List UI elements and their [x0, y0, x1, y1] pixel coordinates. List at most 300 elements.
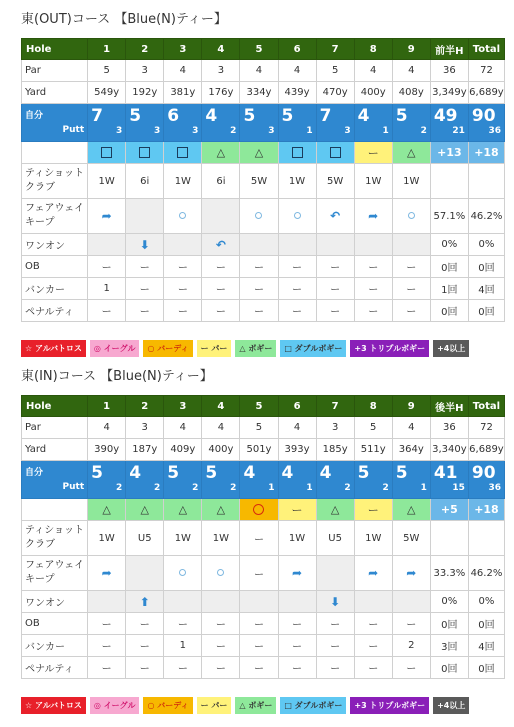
penalty-value: ー	[316, 657, 354, 679]
par-value: 4	[278, 60, 316, 82]
yard-value: 6,689y	[468, 439, 504, 461]
penalty-value: ー	[392, 300, 430, 322]
one-on-row	[22, 591, 505, 613]
result-total: +13	[430, 142, 468, 164]
stroke-count: 5	[395, 463, 408, 483]
hole-score	[468, 104, 504, 142]
putt-count: 2	[382, 483, 389, 493]
result-label	[22, 499, 88, 521]
tee-club: 5W	[316, 164, 354, 199]
bogey-icon: △	[178, 503, 188, 516]
yard-row	[22, 82, 505, 104]
putt-count: 2	[154, 483, 161, 493]
result-cell	[164, 142, 202, 164]
double-bogey-icon	[139, 147, 150, 158]
right-arrow-icon: ➦	[101, 209, 112, 223]
putt-count: 2	[230, 126, 237, 136]
fairway-cell	[354, 556, 392, 591]
tee-club	[430, 521, 468, 556]
stroke-count: 4	[357, 106, 370, 126]
putt-count: 3	[154, 126, 161, 136]
ob-value: ー	[278, 613, 316, 635]
stroke-count: 7	[319, 106, 332, 126]
fairway-cell: ー	[240, 556, 278, 591]
result-cell	[278, 499, 316, 521]
bogey-icon: △	[330, 503, 340, 516]
left-arrow-icon: ↶	[215, 237, 226, 252]
hole-score	[164, 104, 202, 142]
par-value: 4	[354, 60, 392, 82]
tee-club: 1W	[164, 521, 202, 556]
tee-shot-label: ティショット クラブ	[22, 521, 88, 556]
yard-value: 470y	[316, 82, 354, 104]
yard-label: Yard	[22, 82, 88, 104]
bogey-icon: △	[216, 146, 226, 159]
right-arrow-icon: ➦	[406, 566, 417, 580]
fairway-label: フェアウェイ キープ	[22, 199, 88, 234]
score-label-cell	[22, 104, 88, 142]
stroke-count: 4	[205, 106, 218, 126]
putt-count: 1	[306, 126, 313, 136]
tee-club: 1W	[88, 521, 126, 556]
fairway-cell	[202, 556, 240, 591]
course-title: 東(IN)コース 【Blue(N)ティー】	[21, 369, 213, 384]
scorecard-page	[0, 12, 514, 714]
penalty-label: ペナルティ	[22, 657, 88, 679]
result-row	[22, 499, 505, 521]
par-value: 4	[202, 417, 240, 439]
hole-column-header: 3	[164, 39, 202, 60]
hole-column-header: 8	[354, 39, 392, 60]
hole-score	[88, 461, 126, 499]
result-total: +18	[468, 142, 504, 164]
par-value: 72	[468, 60, 504, 82]
result-cell	[202, 142, 240, 164]
yard-value: 439y	[278, 82, 316, 104]
hole-score	[240, 461, 278, 499]
par-value: 36	[430, 60, 468, 82]
one-on-cell	[392, 591, 430, 613]
bunker-row	[22, 635, 505, 657]
stroke-count: 5	[205, 463, 218, 483]
ob-label: OB	[22, 256, 88, 278]
tee-club: 1W	[164, 164, 202, 199]
result-cell	[164, 499, 202, 521]
bunker-value: ー	[278, 635, 316, 657]
yard-value: 176y	[202, 82, 240, 104]
hole-score	[392, 104, 430, 142]
penalty-value: 0回	[430, 300, 468, 322]
par-icon: ー	[367, 146, 379, 160]
bunker-label: バンカー	[22, 278, 88, 300]
yard-value: 408y	[392, 82, 430, 104]
ob-value: ー	[88, 256, 126, 278]
stroke-count: 6	[167, 106, 180, 126]
one-on-label: ワンオン	[22, 591, 88, 613]
yard-value: 393y	[278, 439, 316, 461]
hole-column-header: 9	[392, 39, 430, 60]
penalty-value: ー	[164, 300, 202, 322]
legend-chip: □ ダブルボギー	[280, 340, 346, 357]
bogey-icon: △	[140, 503, 149, 516]
fairway-hit-icon	[294, 212, 301, 219]
bunker-value: ー	[316, 278, 354, 300]
ob-value: ー	[88, 613, 126, 635]
one-on-cell	[316, 591, 354, 613]
yard-value: 334y	[240, 82, 278, 104]
hole-score	[126, 104, 164, 142]
ob-value: 0回	[430, 256, 468, 278]
double-bogey-icon	[292, 147, 303, 158]
legend-chip: ー パー	[197, 340, 232, 357]
penalty-value: 0回	[468, 657, 504, 679]
hole-header: Hole	[22, 396, 88, 417]
hole-column-header: 4	[202, 39, 240, 60]
one-on-cell	[202, 591, 240, 613]
tee-club: ー	[240, 521, 278, 556]
hole-column-header: 8	[354, 396, 392, 417]
up-arrow-icon: ⬆	[139, 594, 150, 609]
result-legend	[21, 340, 514, 357]
legend-chip: △ ボギー	[235, 697, 276, 714]
putt-count: 1	[306, 483, 313, 493]
ob-value: ー	[316, 613, 354, 635]
bunker-value: ー	[202, 635, 240, 657]
hole-column-header: 7	[316, 39, 354, 60]
penalty-value: ー	[278, 300, 316, 322]
bunker-value: 4回	[468, 635, 504, 657]
score-label-cell	[22, 461, 88, 499]
ob-value: 0回	[468, 256, 504, 278]
fairway-cell	[126, 199, 164, 234]
one-on-cell	[392, 234, 430, 256]
fairway-row	[22, 556, 505, 591]
fairway-cell: 33.3%	[430, 556, 468, 591]
hole-score	[316, 461, 354, 499]
par-value: 5	[354, 417, 392, 439]
result-cell	[240, 142, 278, 164]
one-on-cell: 0%	[468, 234, 504, 256]
fairway-cell	[88, 556, 126, 591]
fairway-cell: 57.1%	[430, 199, 468, 234]
hole-column-header: 6	[278, 39, 316, 60]
ob-value: ー	[126, 613, 164, 635]
par-value: 72	[468, 417, 504, 439]
yard-value: 390y	[88, 439, 126, 461]
tee-club	[430, 164, 468, 199]
hole-score	[278, 104, 316, 142]
yard-value: 409y	[164, 439, 202, 461]
score-label: 自分	[25, 111, 44, 121]
yard-row	[22, 439, 505, 461]
hole-score	[202, 461, 240, 499]
putt-count: 2	[230, 483, 237, 493]
bogey-icon: △	[216, 503, 226, 516]
legend-chip: ☆ アルバトロス	[21, 340, 86, 357]
yard-value: 381y	[164, 82, 202, 104]
fairway-cell	[278, 556, 316, 591]
hole-column-header: 前半H	[430, 39, 468, 60]
hole-column-header: 3	[164, 396, 202, 417]
one-on-cell	[164, 591, 202, 613]
tee-shot-row	[22, 521, 505, 556]
bunker-value: ー	[202, 278, 240, 300]
penalty-value: ー	[392, 657, 430, 679]
hole-score	[126, 461, 164, 499]
putt-count: 15	[452, 483, 465, 493]
bogey-icon: △	[407, 146, 416, 159]
penalty-value: ー	[240, 300, 278, 322]
penalty-value: ー	[164, 657, 202, 679]
par-row	[22, 417, 505, 439]
bunker-value: 1	[164, 635, 202, 657]
par-value: 3	[202, 60, 240, 82]
yard-value: 400y	[202, 439, 240, 461]
par-value: 4	[278, 417, 316, 439]
bogey-icon: △	[254, 146, 264, 159]
fairway-cell	[354, 199, 392, 234]
tee-club: 1W	[278, 164, 316, 199]
par-value: 4	[240, 60, 278, 82]
hole-column-header: 5	[240, 396, 278, 417]
hole-score	[202, 104, 240, 142]
tee-club	[468, 164, 504, 199]
one-on-cell	[202, 234, 240, 256]
yard-value: 400y	[354, 82, 392, 104]
tee-club: 1W	[392, 164, 430, 199]
ob-value: 0回	[430, 613, 468, 635]
stroke-count: 5	[129, 106, 142, 126]
yard-value: 511y	[354, 439, 392, 461]
tee-shot-row	[22, 164, 505, 199]
hole-score	[354, 461, 392, 499]
bunker-row	[22, 278, 505, 300]
double-bogey-icon	[101, 147, 112, 158]
putt-count: 36	[488, 126, 501, 136]
stroke-count: 5	[167, 463, 180, 483]
par-value: 4	[392, 417, 430, 439]
putt-count: 3	[115, 126, 123, 136]
stroke-count: 90	[471, 463, 496, 483]
fairway-cell	[88, 199, 126, 234]
tee-club: 5W	[240, 164, 278, 199]
stroke-count: 5	[281, 106, 294, 126]
score-row	[22, 461, 505, 499]
fairway-row	[22, 199, 505, 234]
fairway-hit-icon	[179, 569, 186, 576]
fairway-hit-icon	[255, 212, 262, 219]
ob-value: ー	[354, 256, 392, 278]
bunker-label: バンカー	[22, 635, 88, 657]
hole-score	[164, 461, 202, 499]
right-arrow-icon: ➦	[368, 566, 379, 580]
one-on-cell	[126, 591, 164, 613]
header-row	[22, 396, 505, 417]
fairway-cell	[278, 199, 316, 234]
legend-chip: +4以上	[433, 697, 469, 714]
one-on-cell	[316, 234, 354, 256]
legend-chip: +3 トリプルボギー	[350, 697, 429, 714]
one-on-cell	[354, 234, 392, 256]
one-on-cell	[240, 591, 278, 613]
bunker-value: ー	[164, 278, 202, 300]
hole-score	[354, 104, 392, 142]
course-title: 東(OUT)コース 【Blue(N)ティー】	[21, 12, 227, 27]
par-value: 4	[392, 60, 430, 82]
putt-count: 2	[192, 483, 199, 493]
ob-value: ー	[202, 256, 240, 278]
one-on-cell	[278, 591, 316, 613]
hole-column-header: 後半H	[430, 396, 468, 417]
bunker-value: ー	[240, 635, 278, 657]
one-on-cell: 0%	[468, 591, 504, 613]
one-on-cell	[88, 591, 126, 613]
bunker-value: ー	[126, 635, 164, 657]
hole-column-header: 9	[392, 396, 430, 417]
one-on-cell	[126, 234, 164, 256]
one-on-cell	[354, 591, 392, 613]
stroke-count: 41	[433, 463, 458, 483]
par-value: 3	[126, 60, 164, 82]
birdie-icon	[253, 504, 264, 515]
fairway-hit-icon	[408, 212, 415, 219]
putt-count: 2	[115, 483, 123, 493]
hole-column-header: 1	[88, 39, 126, 60]
par-value: 3	[126, 417, 164, 439]
legend-chip: □ ダブルボギー	[280, 697, 346, 714]
yard-value: 187y	[126, 439, 164, 461]
one-on-cell	[240, 234, 278, 256]
penalty-row	[22, 300, 505, 322]
penalty-value: ー	[126, 300, 164, 322]
fairway-cell	[164, 556, 202, 591]
par-icon: ー	[291, 503, 303, 517]
legend-chip: ○ バーディ	[143, 340, 192, 357]
one-on-cell	[88, 234, 126, 256]
one-on-cell	[278, 234, 316, 256]
penalty-value: ー	[278, 657, 316, 679]
ob-label: OB	[22, 613, 88, 635]
stroke-count: 4	[243, 463, 256, 483]
ob-value: ー	[126, 256, 164, 278]
tee-club: U5	[316, 521, 354, 556]
par-value: 5	[88, 60, 126, 82]
par-value: 4	[88, 417, 126, 439]
legend-chip: ◎ イーグル	[90, 697, 140, 714]
hole-score	[278, 461, 316, 499]
legend-chip: +3 トリプルボギー	[350, 340, 429, 357]
bunker-value: 1回	[430, 278, 468, 300]
tee-club: 6i	[202, 164, 240, 199]
par-value: 36	[430, 417, 468, 439]
ob-value: ー	[164, 256, 202, 278]
penalty-row	[22, 657, 505, 679]
ob-value: ー	[164, 613, 202, 635]
bunker-value: 3回	[430, 635, 468, 657]
one-on-label: ワンオン	[22, 234, 88, 256]
putt-count: 2	[344, 483, 351, 493]
par-value: 5	[316, 60, 354, 82]
result-cell	[316, 499, 354, 521]
putt-count: 1	[268, 483, 275, 493]
par-value: 3	[316, 417, 354, 439]
penalty-value: ー	[88, 300, 126, 322]
putt-count: 1	[420, 483, 427, 493]
par-value: 4	[164, 417, 202, 439]
score-row	[22, 104, 505, 142]
fairway-cell: 46.2%	[468, 556, 504, 591]
par-label: Par	[22, 417, 88, 439]
fairway-hit-icon	[217, 569, 224, 576]
hole-column-header: Total	[468, 396, 504, 417]
penalty-value: 0回	[430, 657, 468, 679]
yard-value: 3,340y	[430, 439, 468, 461]
stroke-count: 5	[357, 463, 370, 483]
tee-club: 1W	[354, 521, 392, 556]
result-legend	[21, 697, 514, 714]
par-label: Par	[22, 60, 88, 82]
hole-header: Hole	[22, 39, 88, 60]
par-row	[22, 60, 505, 82]
down-arrow-icon: ⬇	[330, 594, 341, 609]
result-cell	[278, 142, 316, 164]
par-icon: ー	[367, 503, 379, 517]
stroke-count: 5	[91, 463, 103, 483]
result-label	[22, 142, 88, 164]
one-on-cell: 0%	[430, 234, 468, 256]
yard-value: 6,689y	[468, 82, 504, 104]
stroke-count: 7	[91, 106, 103, 126]
hole-column-header: 5	[240, 39, 278, 60]
penalty-label: ペナルティ	[22, 300, 88, 322]
bunker-value: 4回	[468, 278, 504, 300]
penalty-value: 0回	[468, 300, 504, 322]
putt-count: 3	[344, 126, 351, 136]
ob-value: ー	[354, 613, 392, 635]
left-arrow-icon: ↶	[330, 209, 341, 223]
putt-count: 21	[452, 126, 465, 136]
putt-count: 36	[488, 483, 501, 493]
result-row	[22, 142, 505, 164]
right-arrow-icon: ➦	[101, 566, 112, 580]
result-cell	[126, 499, 164, 521]
down-arrow-icon: ⬇	[139, 237, 150, 252]
legend-chip: ○ バーディ	[143, 697, 192, 714]
hole-column-header: 1	[88, 396, 126, 417]
stroke-count: 4	[319, 463, 332, 483]
ob-value: ー	[316, 256, 354, 278]
legend-chip: +4以上	[433, 340, 469, 357]
bunker-value: ー	[126, 278, 164, 300]
ob-value: ー	[392, 613, 430, 635]
penalty-value: ー	[354, 300, 392, 322]
putt-count: 2	[420, 126, 427, 136]
right-arrow-icon: ➦	[368, 209, 379, 223]
bunker-value: ー	[316, 635, 354, 657]
hole-score	[316, 104, 354, 142]
tee-club	[468, 521, 504, 556]
one-on-cell: 0%	[430, 591, 468, 613]
legend-chip: ☆ アルバトロス	[21, 697, 86, 714]
putt-label: Putt	[62, 125, 85, 135]
bunker-value: ー	[240, 278, 278, 300]
legend-chip: ー パー	[197, 697, 232, 714]
double-bogey-icon	[330, 147, 341, 158]
fairway-cell	[316, 556, 354, 591]
ob-value: 0回	[468, 613, 504, 635]
hole-column-header: 2	[126, 39, 164, 60]
hole-column-header: 7	[316, 396, 354, 417]
